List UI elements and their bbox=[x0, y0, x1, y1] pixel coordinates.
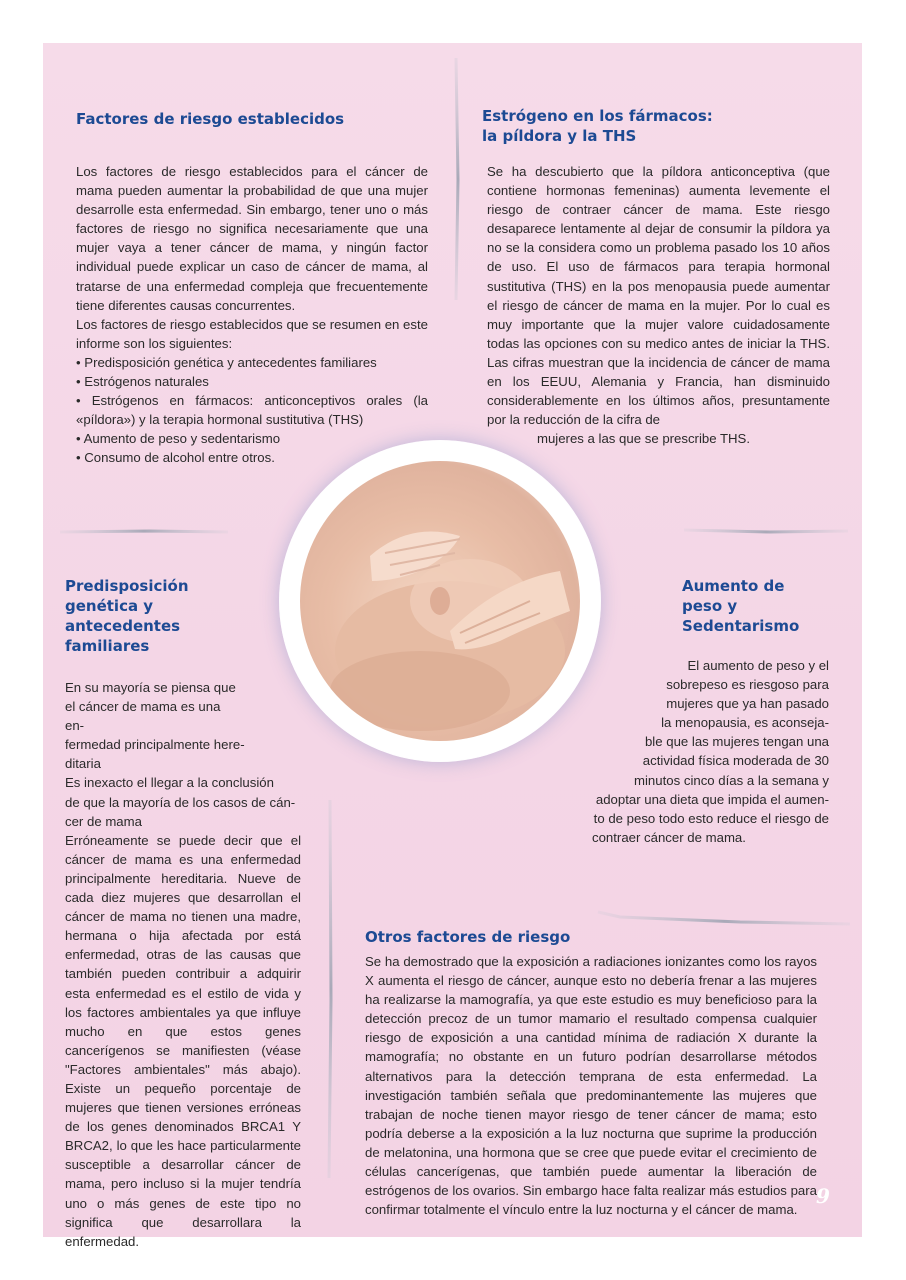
weight-line: actividad física moderada de 30 bbox=[642, 753, 829, 769]
bullet-item: • Consumo de alcohol entre otros. bbox=[76, 448, 428, 467]
established-heading: Factores de riesgo establecidos bbox=[76, 110, 345, 128]
estrogen-last-line: mujeres a las que se prescribe THS. bbox=[536, 431, 751, 447]
genetic-heading bbox=[65, 576, 265, 656]
weight-heading-line: Sedentarismo bbox=[682, 617, 800, 635]
established-paragraph-1: Los factores de riesgo establecidos para el cáncer de mama pueden aumentar la probabilidad de que una mujer desarrolle esta enfermedad. Sin embargo, tener uno o más factores de riesgo no significa necesariamente que una mujer vaya a tener cáncer de mama, y ningún factor individual puede explicar un caso de cáncer de mama, al tratarse de una enfermedad compleja que frecuentemente tiene diferentes causas concurrentes. bbox=[76, 164, 428, 313]
breast-self-exam-photo bbox=[300, 461, 580, 741]
weight-line: minutos cinco días a la semana y bbox=[634, 772, 829, 788]
established-paragraph-2: Los factores de riesgo establecidos que se resumen en este informe son los siguientes: bbox=[76, 316, 428, 351]
genetic-heading-line: Predisposición bbox=[65, 577, 189, 595]
genetic-text bbox=[65, 678, 301, 1251]
weight-line: mujeres que ya han pasado bbox=[666, 696, 829, 712]
hands-illustration bbox=[300, 461, 580, 741]
weight-line: contraer cáncer de mama. bbox=[592, 829, 746, 845]
weight-line: adoptar una dieta que impida el aumen- bbox=[595, 791, 829, 807]
other-heading: Otros factores de riesgo bbox=[365, 928, 571, 946]
weight-line: to de peso todo esto reduce el riesgo de bbox=[593, 810, 829, 826]
divider-bottom-left-vertical bbox=[329, 800, 331, 1178]
divider-right-horizontal bbox=[684, 530, 848, 532]
genetic-line: En su mayoría se piensa que bbox=[65, 680, 236, 695]
weight-line: la menopausia, es aconseja- bbox=[661, 715, 829, 731]
bullet-item: • Estrógenos en fármacos: anticonceptivos orales (la «píldora») y la terapia hormonal sustitutiva (THS) bbox=[76, 391, 428, 429]
established-bullet-list bbox=[76, 353, 428, 468]
genetic-heading-line: antecedentes bbox=[65, 617, 181, 635]
genetic-line: de que la mayoría de los casos de cán- bbox=[65, 794, 296, 810]
genetic-heading-line: familiares bbox=[65, 637, 150, 655]
estrogen-text bbox=[487, 162, 830, 448]
genetic-paragraph: Erróneamente se puede decir que el cáncer de mama es una enfermedad principalmente hereditaria. Nueve de cada diez mujeres que desarrollan el cáncer de mama no tienen una madre, hermana o hija afectada por está enfermedad, otras de las causas que también pueden contribuir a adquirir esta enfermedad es el estilo de vida y los factores ambientales ya que influye mucho en que estos genes cancerígenos se manifiesten (véase "Factores ambientales" más abajo). Existe un pequeño porcentaje de mujeres que tienen versiones erróneas de los genes denominados BRCA1 Y BRCA2, lo que les hace particularmente susceptible a desarrollar cáncer de mama, pero incluso si la mujer tendría uno o más genes de este tipo no significa que desarrollara la enfermedad. bbox=[65, 832, 301, 1249]
genetic-line: el cáncer de mama es una en- bbox=[65, 699, 221, 734]
page-number: 9 bbox=[816, 1184, 830, 1208]
weight-heading bbox=[682, 576, 852, 636]
estrogen-heading-line-1: Estrógeno en los fármacos: bbox=[482, 107, 713, 125]
estrogen-heading bbox=[482, 106, 822, 146]
divider-top-vertical bbox=[456, 58, 458, 300]
genetic-heading-line: genética y bbox=[65, 597, 154, 615]
other-paragraph: Se ha demostrado que la exposición a radiaciones ionizantes como los rayos X aumenta el riesgo de cáncer, aunque esto no debería frenar a las mujeres ha realizarse la mamografía, ya que este estudio es muy beneficioso para la detección precoz de un tumor mamario el resultado compensa cualquier riesgo de exposición a una cantidad mínima de radiación X durante la mamografía; no obstante en un futuro podrían desarrollarse métodos alternativos para la detección temprana de esta enfermedad. La investigación también señala que predominantemente las mujeres que trabajan de noche tienen mayor riesgo de tener cáncer de mama; esto podría deberse a la exposición a la luz nocturna que suprime la producción de melatonina, una hormona que se cree que puede evitar el crecimiento de células cancerígenas, que también puede aumentar la liberación de estrógenos de los ovarios. Sin embargo hace falta realizar más estudios para confirmar totalmente el vínculo entre la luz nocturna y el cáncer de mama. bbox=[365, 954, 817, 1218]
weight-heading-line: peso y bbox=[682, 597, 738, 615]
bullet-item: • Aumento de peso y sedentarismo bbox=[76, 429, 428, 448]
weight-heading-line: Aumento de bbox=[682, 577, 785, 595]
bullet-item: • Estrógenos naturales bbox=[76, 372, 428, 391]
weight-line: El aumento de peso y el bbox=[687, 658, 829, 673]
divider-bottom-right bbox=[598, 912, 850, 924]
estrogen-paragraph: Se ha descubierto que la píldora anticonceptiva (que contiene hormonas femeninas) aumenta levemente el riesgo de contraer cáncer de mama. Este riesgo desaparece lentamente al dejar de consumir la píldora ya no se la considera como un problema pasado los 10 años de uso. El uso de fármacos para terapia hormonal sustitutiva (THS) en la pos menopausia puede aumentar el riesgo de cáncer de mama en la mujer. Por lo cual es muy importante que la mujer valore cuidadosamente todas las opciones con su medico antes de iniciar la THS. Las cifras muestran que la incidencia de cáncer de mama en los EEUU, Alemania y Francia, han disminuido considerablemente en los últimos años, presuntamente por la reducción de la cifra de bbox=[487, 164, 830, 428]
genetic-line: cer de mama bbox=[65, 813, 142, 829]
genetic-line: fermedad principalmente here- bbox=[65, 737, 245, 753]
established-text bbox=[76, 162, 428, 468]
genetic-line: ditaria bbox=[65, 756, 101, 772]
estrogen-heading-line-2: la píldora y la THS bbox=[482, 127, 637, 145]
other-text bbox=[365, 952, 817, 1219]
weight-line: sobrepeso es riesgoso para bbox=[666, 677, 829, 693]
weight-text bbox=[560, 656, 829, 847]
weight-line: ble que las mujeres tengan una bbox=[644, 734, 829, 750]
genetic-line: Es inexacto el llegar a la conclusión bbox=[65, 775, 274, 791]
divider-left-horizontal bbox=[60, 531, 228, 532]
bullet-item: • Predisposición genética y antecedentes familiares bbox=[76, 353, 428, 372]
